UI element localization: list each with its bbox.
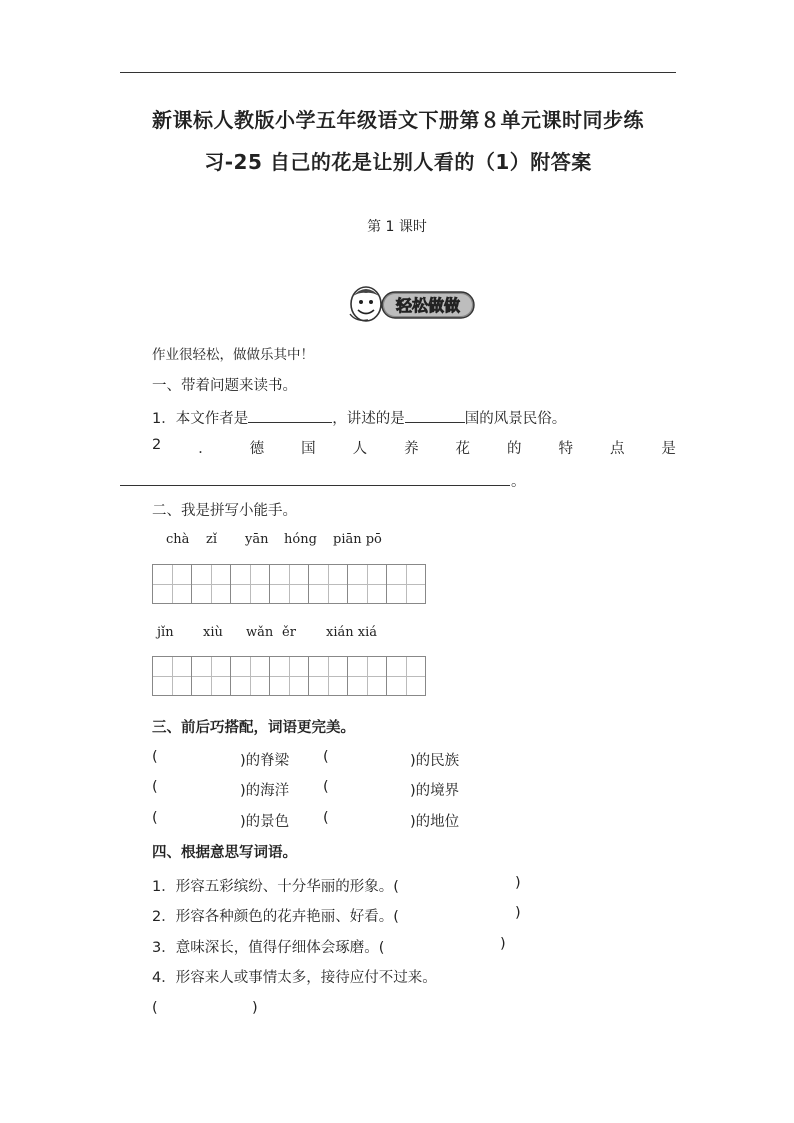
pinyin-1-2: zǐ	[206, 532, 218, 547]
section4-q3: 3．意味深长，值得仔细体会琢磨。(	[152, 940, 385, 956]
pinyin-1-5: piān pō	[333, 532, 382, 547]
writing-cell[interactable]	[386, 656, 426, 696]
section4-q4-open: (	[152, 1000, 158, 1016]
match-row-3-left-word: )的景色	[240, 814, 290, 830]
section2-heading: 二、我是拼写小能手。	[152, 503, 297, 519]
pinyin-2-2: xiù	[203, 625, 223, 640]
section4-q3-close: )	[500, 936, 506, 952]
writing-cell[interactable]	[269, 564, 309, 604]
header-rule	[120, 72, 676, 73]
match-row-1-right-word: )的民族	[410, 753, 460, 769]
pinyin-1-4: hóng	[284, 532, 317, 547]
writing-cell[interactable]	[191, 656, 231, 696]
match-row-3-left-open: (	[152, 810, 158, 826]
pinyin-2-3: wǎn	[246, 625, 274, 640]
writing-cell[interactable]	[230, 656, 270, 696]
writing-cell[interactable]	[347, 656, 387, 696]
title-line-2: 习-25 自己的花是让别人看的（1）附答案	[204, 150, 592, 174]
pinyin-1-3: yān	[245, 532, 269, 547]
pinyin-1-1: chà	[166, 532, 190, 547]
section4-q4-close: )	[252, 1000, 258, 1016]
pinyin-2-1: jǐn	[157, 625, 174, 640]
section4-heading: 四、根据意思写词语。	[152, 845, 297, 861]
writing-cell[interactable]	[386, 564, 426, 604]
lesson-label: 第 1 课时	[367, 219, 427, 235]
match-row-1-left-word: )的脊梁	[240, 753, 290, 769]
cartoon-face-icon	[350, 287, 381, 321]
pinyin-2-4: ěr	[282, 625, 296, 640]
section4-q2-close: )	[515, 905, 521, 921]
country-blank[interactable]	[405, 408, 465, 423]
section1-q2: 2 ． 德 国 人 养 花 的 特 点 是	[152, 437, 676, 457]
writing-cell[interactable]	[152, 564, 192, 604]
writing-grid-row-2	[152, 656, 426, 696]
section4-q4: 4．形容来人或事情太多，接待应付不过来。	[152, 970, 437, 986]
match-row-1-right-open: (	[323, 749, 329, 765]
writing-cell[interactable]	[269, 656, 309, 696]
writing-cell[interactable]	[347, 564, 387, 604]
match-row-2-right-word: )的境界	[410, 783, 460, 799]
match-row-2-left-word: )的海洋	[240, 783, 290, 799]
badge-text: 轻松做做	[395, 296, 461, 315]
intro-text: 作业很轻松，做做乐其中！	[152, 347, 314, 363]
writing-cell[interactable]	[308, 656, 348, 696]
author-blank[interactable]	[248, 408, 332, 423]
easy-do-badge	[348, 284, 476, 324]
pinyin-2-5: xián xiá	[326, 625, 377, 640]
match-row-2-left-open: (	[152, 779, 158, 795]
section4-q2: 2．形容各种颜色的花卉艳丽、好看。(	[152, 909, 399, 925]
match-row-3-right-word: )的地位	[410, 814, 460, 830]
section1-heading: 一、带着问题来读书。	[152, 378, 297, 394]
q2-end-mark: 。	[511, 474, 526, 490]
title-line-1: 新课标人教版小学五年级语文下册第８单元课时同步练	[152, 108, 644, 132]
features-answer-line[interactable]	[120, 485, 510, 486]
writing-cell[interactable]	[152, 656, 192, 696]
match-row-1-left-open: (	[152, 749, 158, 765]
writing-grid-row-1	[152, 564, 426, 604]
section3-heading: 三、前后巧搭配，词语更完美。	[152, 720, 355, 736]
writing-cell[interactable]	[230, 564, 270, 604]
section1-q1: 1．本文作者是 ，讲述的是 国的风景民俗。	[152, 407, 566, 428]
writing-cell[interactable]	[191, 564, 231, 604]
writing-cell[interactable]	[308, 564, 348, 604]
section4-q1-close: )	[515, 875, 521, 891]
match-row-2-right-open: (	[323, 779, 329, 795]
match-row-3-right-open: (	[323, 810, 329, 826]
section4-q1: 1．形容五彩缤纷、十分华丽的形象。(	[152, 879, 399, 895]
